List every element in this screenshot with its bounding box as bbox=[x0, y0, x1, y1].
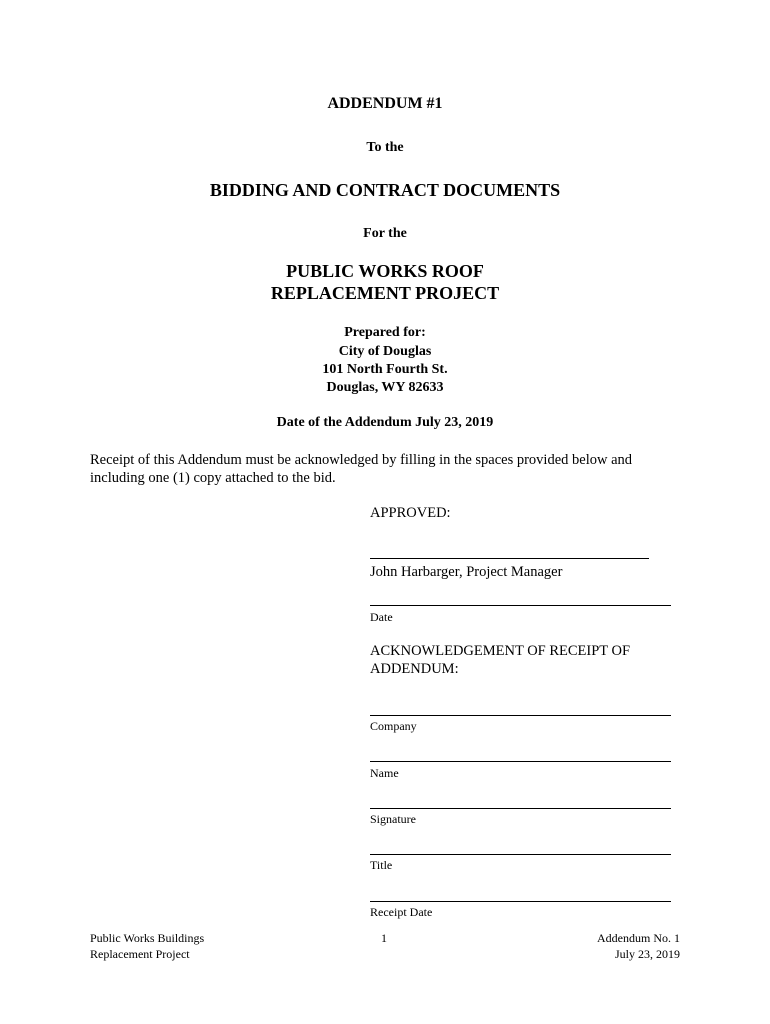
footer-left-line2: Replacement Project bbox=[90, 947, 190, 961]
prepared-for-label: Prepared for: bbox=[344, 325, 426, 340]
receipt-date-field-line[interactable] bbox=[370, 901, 671, 902]
project-title-line1: PUBLIC WORKS ROOF bbox=[286, 261, 484, 281]
receipt-instruction-line1: Receipt of this Addendum must be acknowledged by filling in the spaces provided below and bbox=[90, 452, 633, 468]
to-the-label: To the bbox=[366, 140, 404, 155]
footer-right-line2: July 23, 2019 bbox=[614, 947, 680, 961]
footer-left-line1: Public Works Buildings bbox=[90, 931, 205, 945]
documents-title: BIDDING AND CONTRACT DOCUMENTS bbox=[209, 180, 561, 200]
footer-page-number: 1 bbox=[381, 931, 387, 945]
name-field-line[interactable] bbox=[370, 761, 671, 762]
project-title-line2: REPLACEMENT PROJECT bbox=[270, 283, 500, 303]
approval-date-label: Date bbox=[370, 610, 393, 624]
acknowledgement-title-line2: ADDENDUM: bbox=[370, 661, 459, 677]
signature-field-label: Signature bbox=[370, 812, 416, 826]
client-name: City of Douglas bbox=[338, 344, 432, 359]
title-field-label: Title bbox=[370, 858, 393, 872]
receipt-instruction-line2: including one (1) copy attached to the bid. bbox=[90, 470, 336, 486]
signature-field-line[interactable] bbox=[370, 808, 671, 809]
approved-label: APPROVED: bbox=[370, 505, 451, 521]
title-field-line[interactable] bbox=[370, 854, 671, 855]
client-address-line2: Douglas, WY 82633 bbox=[326, 380, 444, 395]
company-field-label: Company bbox=[370, 719, 417, 733]
company-field-line[interactable] bbox=[370, 715, 671, 716]
addendum-date: Date of the Addendum July 23, 2019 bbox=[276, 415, 494, 430]
footer-right-line1: Addendum No. 1 bbox=[597, 931, 680, 945]
receipt-date-field-label: Receipt Date bbox=[370, 905, 433, 919]
addendum-title: ADDENDUM #1 bbox=[327, 95, 443, 112]
manager-signature-line[interactable] bbox=[370, 558, 649, 559]
name-field-label: Name bbox=[370, 766, 399, 780]
for-the-label: For the bbox=[363, 226, 407, 241]
client-address-line1: 101 North Fourth St. bbox=[322, 362, 448, 377]
manager-name: John Harbarger, Project Manager bbox=[370, 564, 563, 580]
approval-date-line[interactable] bbox=[370, 605, 671, 606]
acknowledgement-title-line1: ACKNOWLEDGEMENT OF RECEIPT OF bbox=[370, 643, 631, 659]
